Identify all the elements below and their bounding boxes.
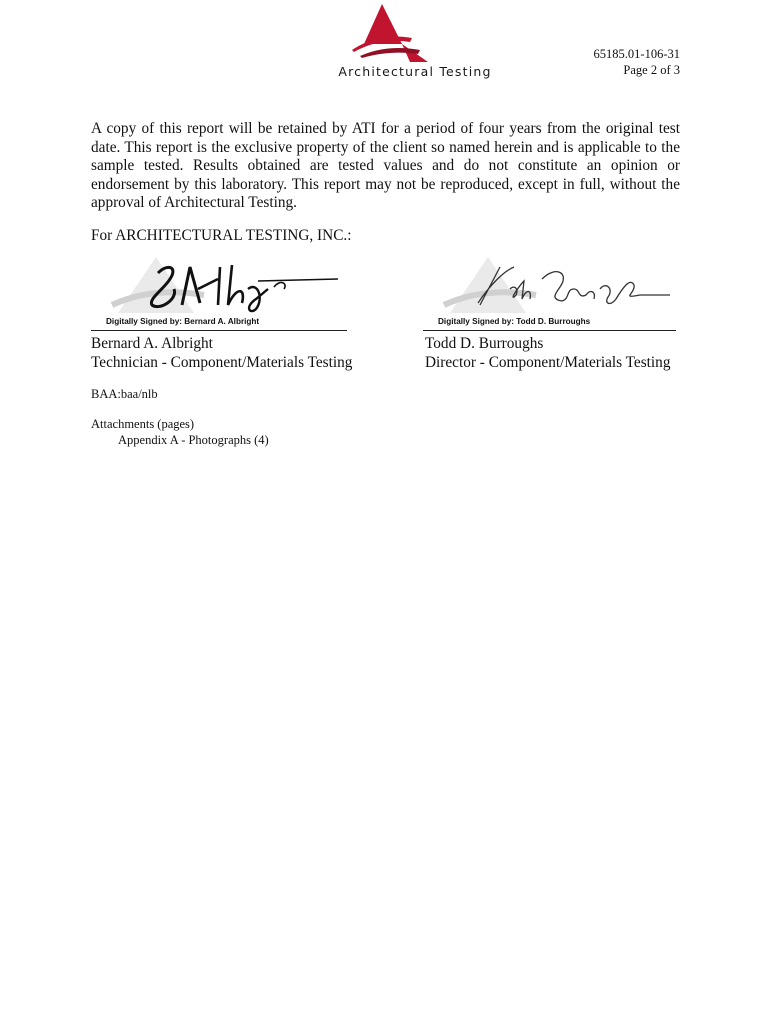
logo-wordmark: Architectural Testing (338, 64, 492, 79)
company-signature-line: For ARCHITECTURAL TESTING, INC.: (91, 227, 352, 244)
attachments-list (91, 416, 269, 448)
signature-caption: Digitally Signed by: Bernard A. Albright (106, 317, 260, 326)
signature-rule (423, 330, 676, 331)
logo-triangle-icon (340, 4, 490, 66)
handwritten-signature-icon (138, 259, 338, 319)
signature-albright (98, 255, 348, 335)
report-reference (594, 46, 680, 78)
attachments-heading: Attachments (pages) (91, 417, 195, 431)
attachment-item: Appendix A - Photographs (4) (118, 433, 269, 447)
signer-title: Technician - Component/Materials Testing (91, 353, 353, 371)
signature-caption: Digitally Signed by: Todd D. Burroughs (438, 317, 591, 326)
handwritten-signature-icon (470, 259, 680, 319)
signature-burroughs (430, 255, 680, 335)
signer-block-albright (91, 335, 352, 372)
signer-title: Director - Component/Materials Testing (425, 353, 671, 371)
page-number: Page 2 of 3 (623, 63, 680, 77)
retention-paragraph: A copy of this report will be retained by ATI for a period of four years from the original test date. This report is the exclusive property of the client so named herein and is applicable to the sample tested. Results obtained are tested values and do not constitute an opinion or endorsement by this laboratory. This report may not be reproduced, except in full, without the approval of Architectural Testing. (91, 120, 680, 212)
company-logo (330, 4, 500, 82)
signer-name: Bernard A. Albright (91, 335, 213, 352)
signer-name: Todd D. Burroughs (425, 335, 544, 352)
typist-initials: BAA:baa/nlb (91, 387, 158, 401)
signer-block-burroughs (425, 335, 670, 372)
signature-rule (91, 330, 347, 331)
report-number: 65185.01-106-31 (593, 47, 680, 61)
